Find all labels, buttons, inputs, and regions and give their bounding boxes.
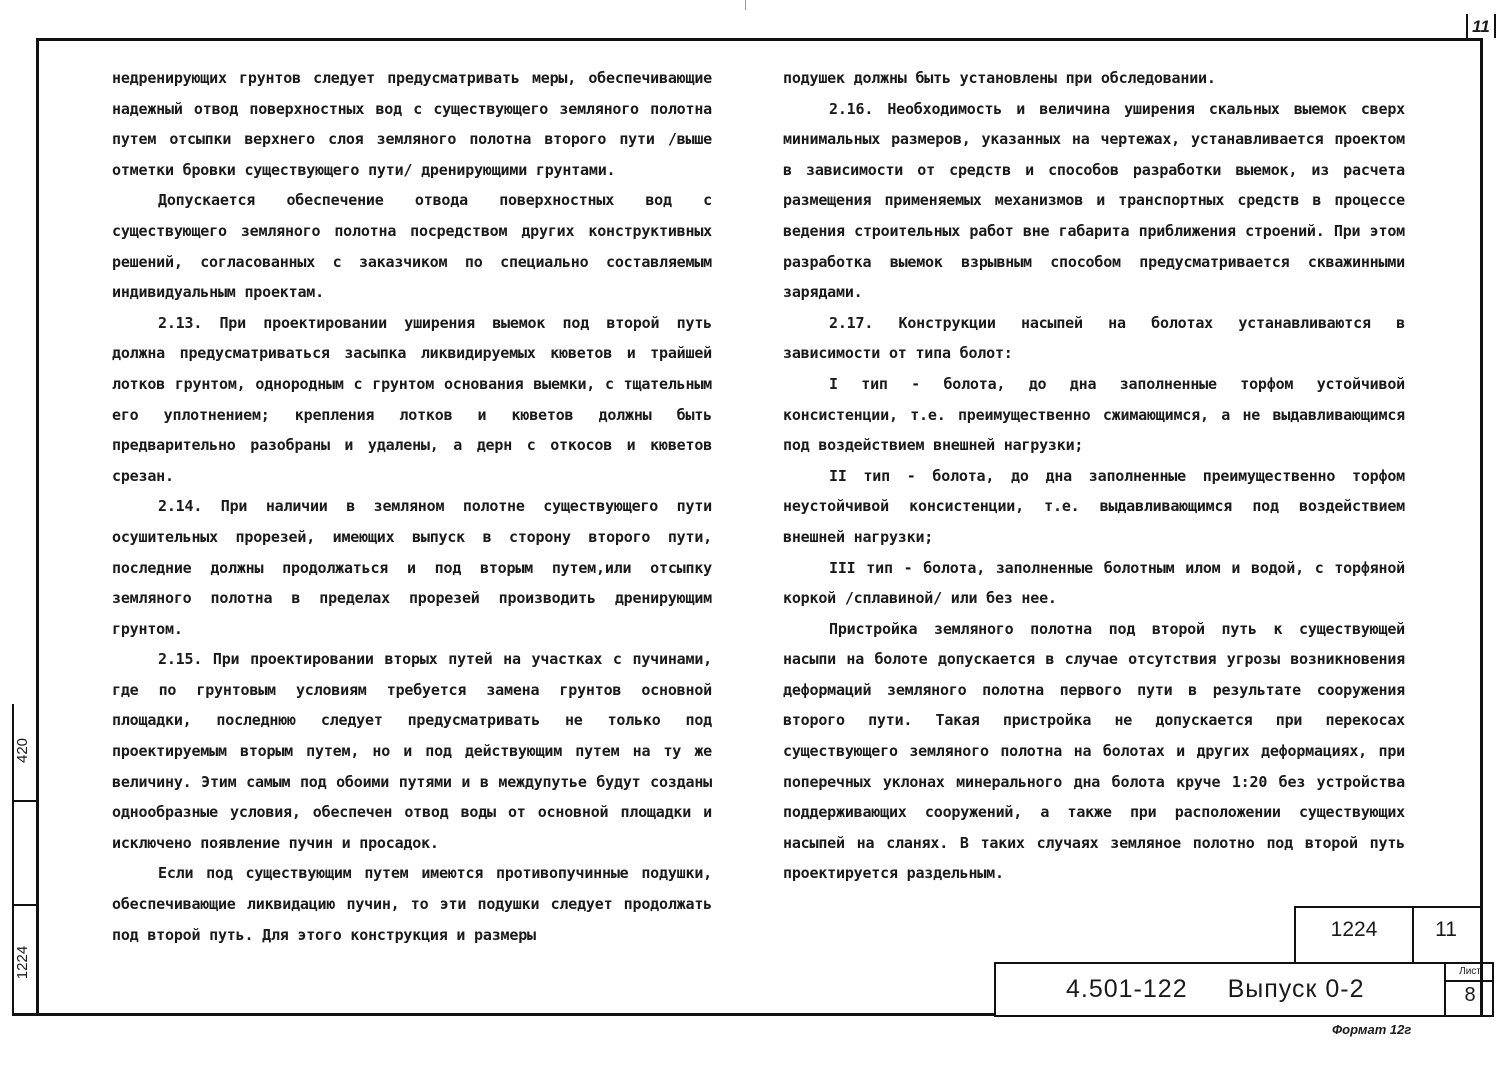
scan-tick (745, 0, 746, 10)
designation-code: 4.501-122 (1066, 975, 1188, 1003)
paragraph-2-17: 2.17. Конструкции насыпей на болотах устанавливаются в зависимости от типа болот: (783, 313, 1405, 363)
paragraph-2-14: 2.14. При наличии в земляном полотне существующего пути осушительных прорезей, имеющих выпуск в сторону второго пути, последние должны продолжаться и под вторым путем,или отсыпку земляного полотна в пределах прорезей производить дренирующим грунтом. (112, 497, 712, 638)
sheet-label: Лист (1446, 964, 1494, 982)
text-column-right (783, 63, 1405, 889)
document-designation (1066, 975, 1365, 1004)
paragraph: Если под существующим путем имеются противопучинные подушки, обеспечивающие ликвидацию пучин, то эти подушки следует продолжать под второй путь. Для этого конструкция и размеры (112, 864, 712, 944)
side-label-top: 420 (14, 737, 32, 764)
paragraph-2-16: 2.16. Необходимость и величина уширения скальных выемок сверх минимальных размеров, указанных на чертежах, устанавливается проектом в зависимости от средств и способов разработки выемок, из расчета размещения применяемых механизмов и транспортных средств в процессе ведения строительных работ вне габарита приближения строений. При этом разработка выемок взрывным способом предусматривается скважинными зарядами. (783, 99, 1405, 302)
list-item-type-3: III тип - болота, заполненные болотным илом и водой, с торфяной коркой /сплавиной/ или без нее. (783, 558, 1405, 608)
paragraph: Допускается обеспечение отвода поверхностных вод с существующего земляного полотна посредством других конструктивных решений, согласованных с заказчиком по специально составляемым индивидуальным проектам. (112, 191, 712, 302)
text-column-left (112, 63, 712, 950)
corner-number: 11 (1466, 14, 1496, 38)
paragraph-2-15: 2.15. При проектировании вторых путей на участках с пучинами, где по грунтовым условиям требуется замена грунтов основной площадки, последнюю следует предусматривать не только под проектируемым вторым путем, но и под действующим путем на ту же величину. Этим самым под обоими путями и в междупутье будут созданы однообразные условия, обеспечен отвод воды от основной площадки и исключено появление пучин и просадок. (112, 650, 712, 852)
page-frame-bottom (12, 1013, 996, 1016)
sheet-number: 8 (1464, 984, 1476, 1006)
strip-divider (14, 904, 36, 906)
sheet-box (1444, 964, 1494, 1015)
stamp-code: 1224 (1330, 918, 1378, 941)
list-item-type-2: II тип - болота, до дна заполненные преимущественно торфом неустойчивой консистенции, т.е. выдавливающимся под воздействием внешней нагрузки; (783, 466, 1405, 546)
issue-label: Выпуск 0-2 (1227, 975, 1365, 1003)
paragraph-2-13: 2.13. При проектировании уширения выемок под второй путь должна предусматриваться засыпка ликвидируемых кюветов и трайшей лотков грунтом, однородным с грунтом основания выемки, с тщательным его уплотнением; крепления лотков и кюветов должны быть предварительно разобраны и удалены, а дерн с откосов и кюветов срезан. (112, 313, 712, 485)
stamp-page: 11 (1435, 918, 1457, 941)
paragraph: Пристройка земляного полотна под второй путь к существующей насыпи на болоте допускается в случае отсутствия угрозы возникновения деформаций земляного полотна первого пути в результате сооружения второго пути. Такая пристройка не допускается при перекосах существующего земляного полотна на болотах и других деформациях, при поперечных уклонах минерального дна болота круче 1:20 без устройства поддерживающих сооружений, а также при расположении существующих насыпей на сланях. В таких случаях земляное полотно под второй путь проектируется раздельным. (783, 619, 1405, 883)
paragraph: недренирующих грунтов следует предусматривать меры, обеспечивающие надежный отвод поверхностных вод с существующего земляного полотна путем отсыпки верхнего слоя земляного полотна второго пути /выше отметки бровки существующего пути/ дренирующими грунтами. (112, 69, 712, 179)
title-block-upper (1294, 906, 1480, 962)
side-stamp-strip (12, 704, 38, 1016)
paragraph: подушек должны быть установлены при обследовании. (783, 69, 1216, 87)
side-label-bottom: 1224 (14, 945, 32, 980)
list-item-type-1: I тип - болота, до дна заполненные торфом устойчивой консистенции, т.е. преимущественно сжимающимся, а не выдавливающимся под воздействием внешней нагрузки; (783, 374, 1405, 455)
strip-divider (14, 800, 36, 802)
format-label: Формат 12г (1332, 1022, 1412, 1037)
title-block (994, 962, 1494, 1017)
